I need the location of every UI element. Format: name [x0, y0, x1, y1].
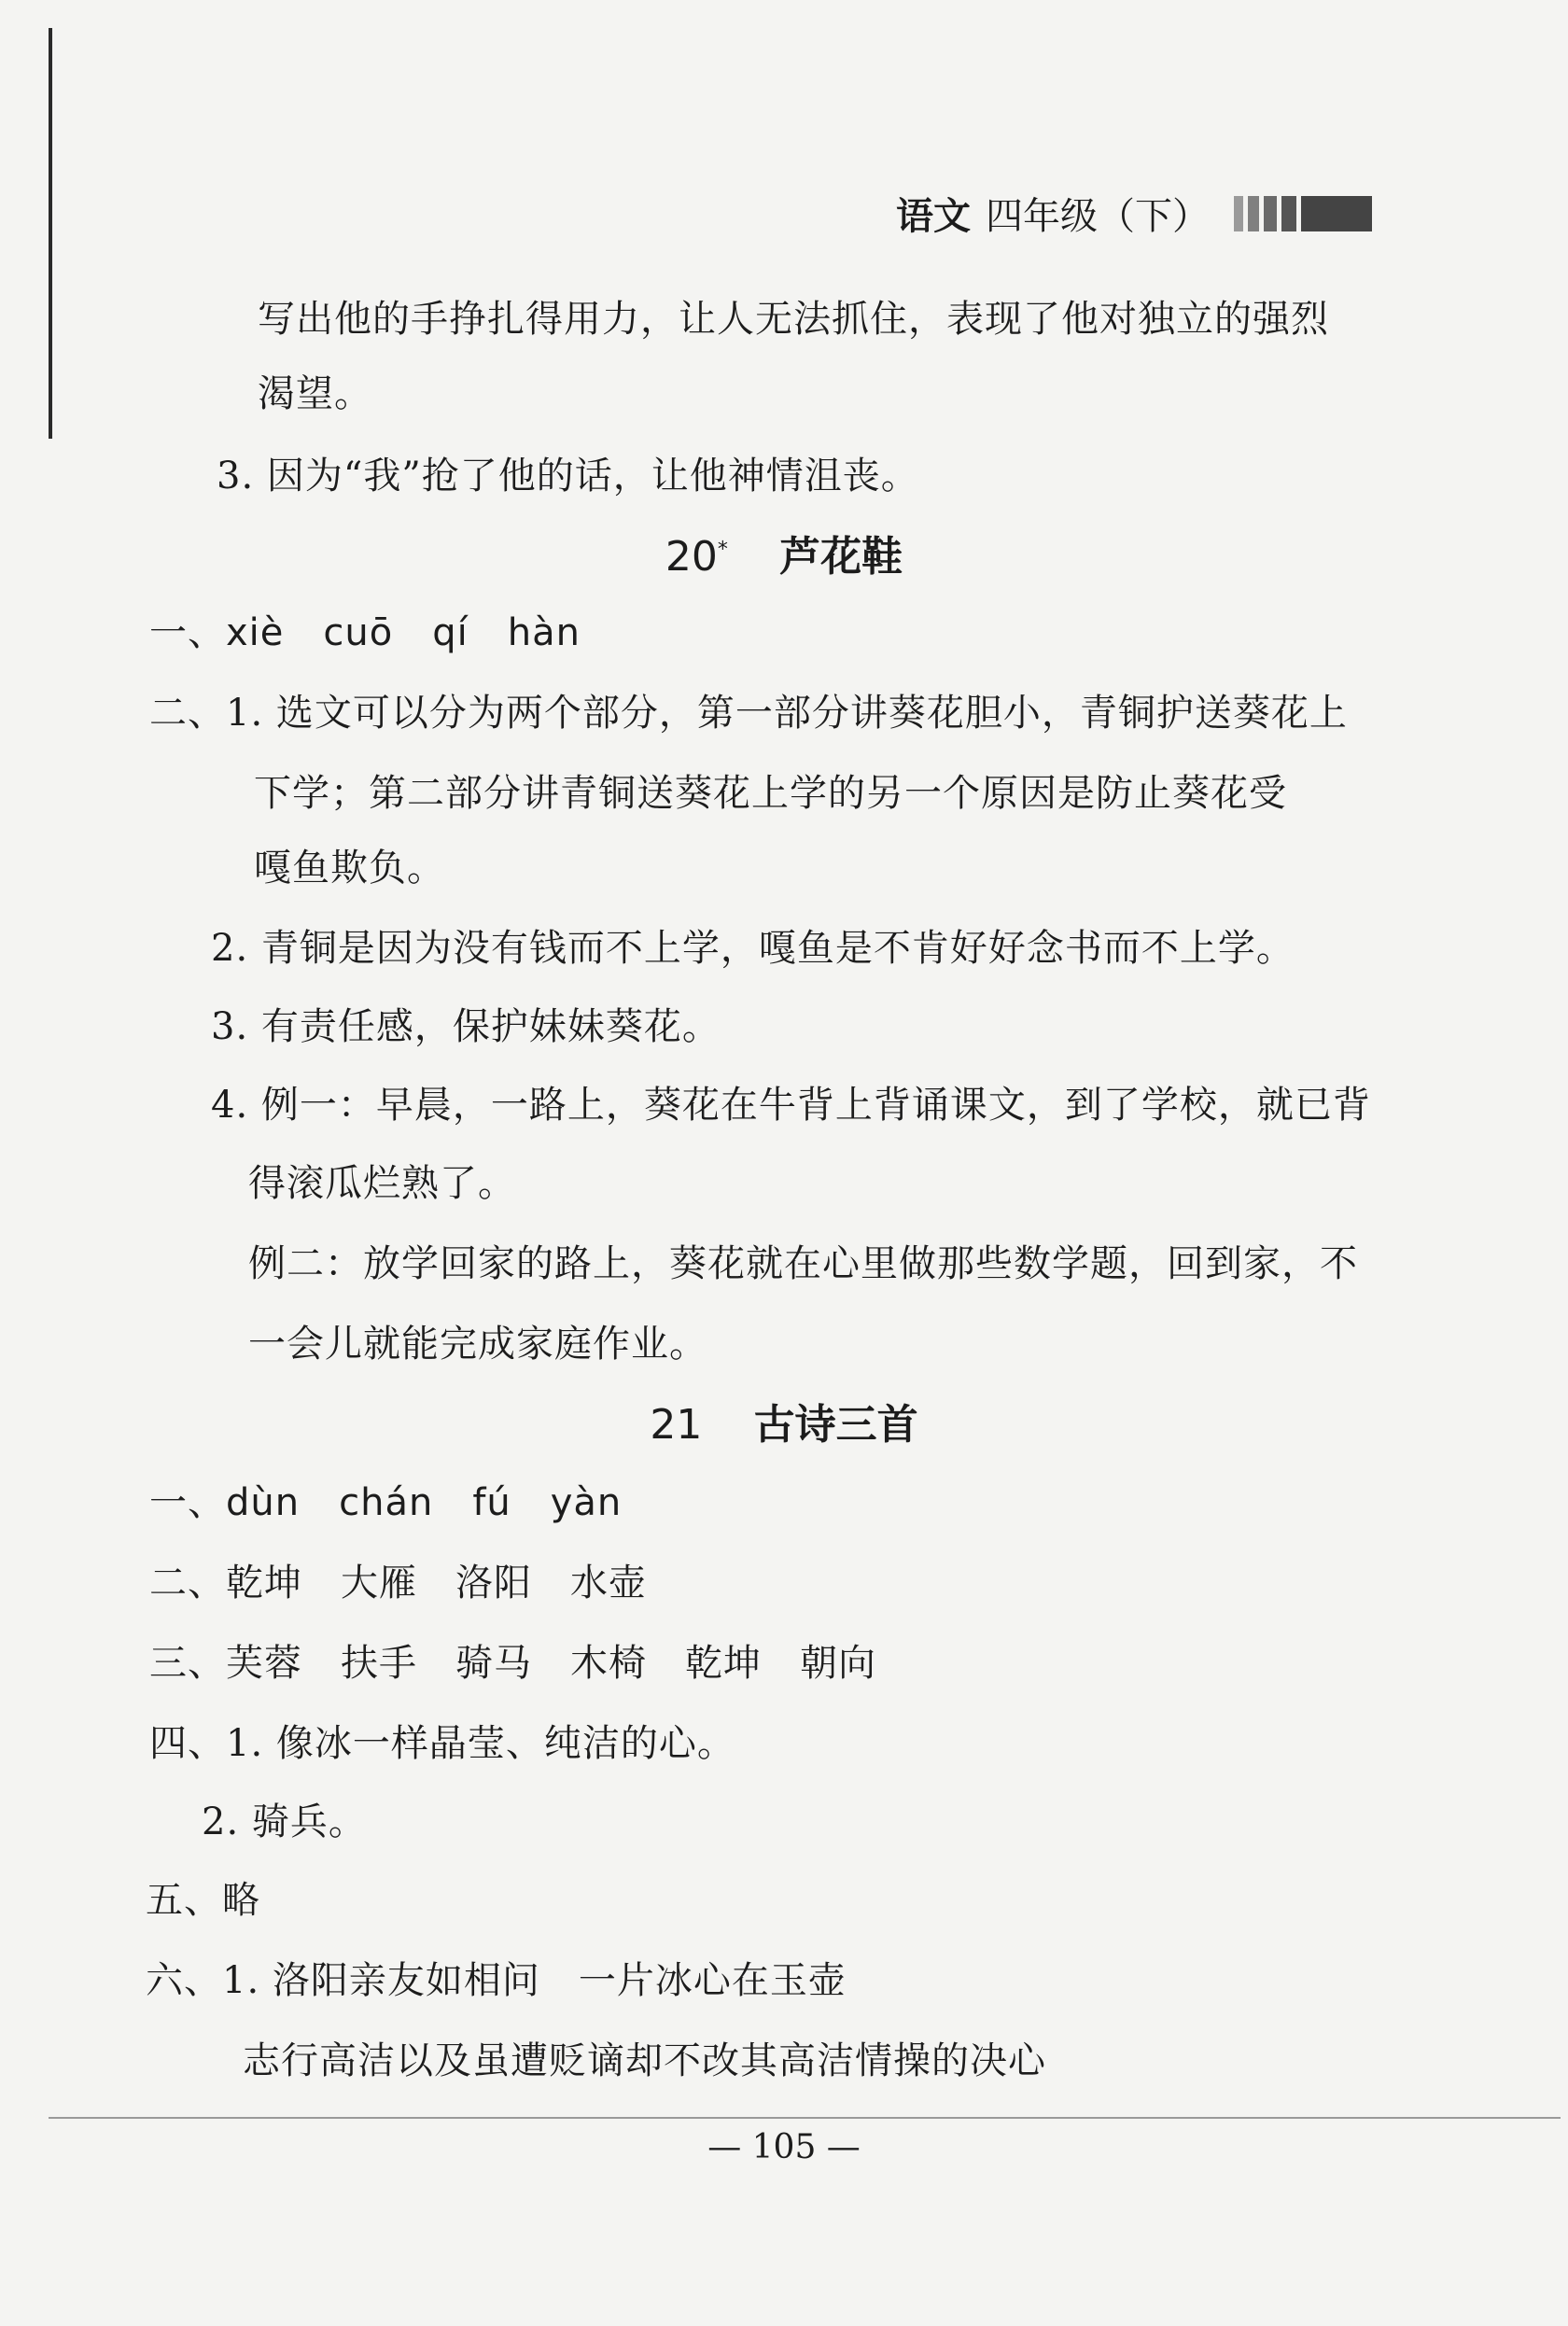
header-decorative-bar: [1234, 196, 1372, 231]
lesson-21-name: 古诗三首: [753, 1401, 918, 1449]
lesson-21-pinyin: dùn chán fú yàn: [226, 1481, 623, 1524]
footer-rule: [49, 2117, 1561, 2119]
page-header: [896, 187, 1372, 240]
lesson-21-q6-2: 志行高洁以及虽遭贬谪却不改其高洁情操的决心: [243, 2039, 1046, 2082]
lesson-21-q3: 三、芙蓉 扶手 骑马 木椅 乾坤 朝向: [149, 1642, 876, 1685]
lesson-21-q2: 二、乾坤 大雁 洛阳 水壶: [149, 1562, 647, 1604]
lesson-21-q6-1: 六、1. 洛阳亲友如相问 一片冰心在玉壶: [146, 1959, 847, 2002]
lesson-20-q2-line-3: 嘎鱼欺负。: [254, 847, 445, 890]
lesson-21-q4-1: 四、1. 像冰一样晶莹、纯洁的心。: [149, 1722, 735, 1765]
lesson-21-q5: 五、略: [146, 1879, 260, 1922]
lesson-20-q2-line-1: 二、1. 选文可以分为两个部分，第一部分讲葵花胆小，青铜护送葵花上: [149, 692, 1348, 735]
binding-line: [49, 28, 52, 439]
lesson-20-q2-4-line-4: 一会儿就能完成家庭作业。: [248, 1323, 707, 1366]
lesson-20-number: 20*: [665, 533, 728, 581]
lesson-20-q2-4-line-3: 例二：放学回家的路上，葵花就在心里做那些数学题，回到家，不: [248, 1242, 1358, 1285]
header-subject: 语文: [896, 195, 971, 238]
lesson-20-q2-4-line-1: 4. 例一：早晨，一路上，葵花在牛背上背诵课文，到了学校，就已背: [211, 1084, 1371, 1127]
lesson-21-number: 21: [650, 1401, 703, 1449]
lesson-20-q2-4-line-2: 得滚瓜烂熟了。: [248, 1162, 516, 1205]
continuation-line-2: 渴望。: [258, 372, 372, 415]
lesson-20-q1: 一、xiè cuō qí hàn: [149, 603, 620, 656]
lesson-20-q2-2: 2. 青铜是因为没有钱而不上学，嘎鱼是不肯好好念书而不上学。: [211, 927, 1295, 970]
continuation-line-3: 3. 因为“我”抢了他的话，让他神情沮丧。: [217, 455, 919, 497]
continuation-line-1: 写出他的手挣扎得用力，让人无法抓住，表现了他对独立的强烈: [258, 298, 1329, 341]
lesson-21-title: [0, 1391, 1568, 1450]
lesson-20-name: 芦花鞋: [779, 533, 903, 581]
header-grade: 四年级（下）: [986, 195, 1210, 238]
page-number: — 105 —: [707, 2128, 861, 2166]
lesson-20-pinyin: xiè cuō qí hàn: [226, 611, 581, 654]
lesson-21-q4-2: 2. 骑兵。: [202, 1801, 367, 1843]
lesson-20-q2-3: 3. 有责任感，保护妹妹葵花。: [211, 1005, 721, 1048]
lesson-20-q2-line-2: 下学；第二部分讲青铜送葵花上学的另一个原因是防止葵花受: [254, 772, 1287, 815]
lesson-21-q1: 一、dùn chán fú yàn: [149, 1473, 661, 1526]
lesson-20-title: [0, 523, 1568, 582]
